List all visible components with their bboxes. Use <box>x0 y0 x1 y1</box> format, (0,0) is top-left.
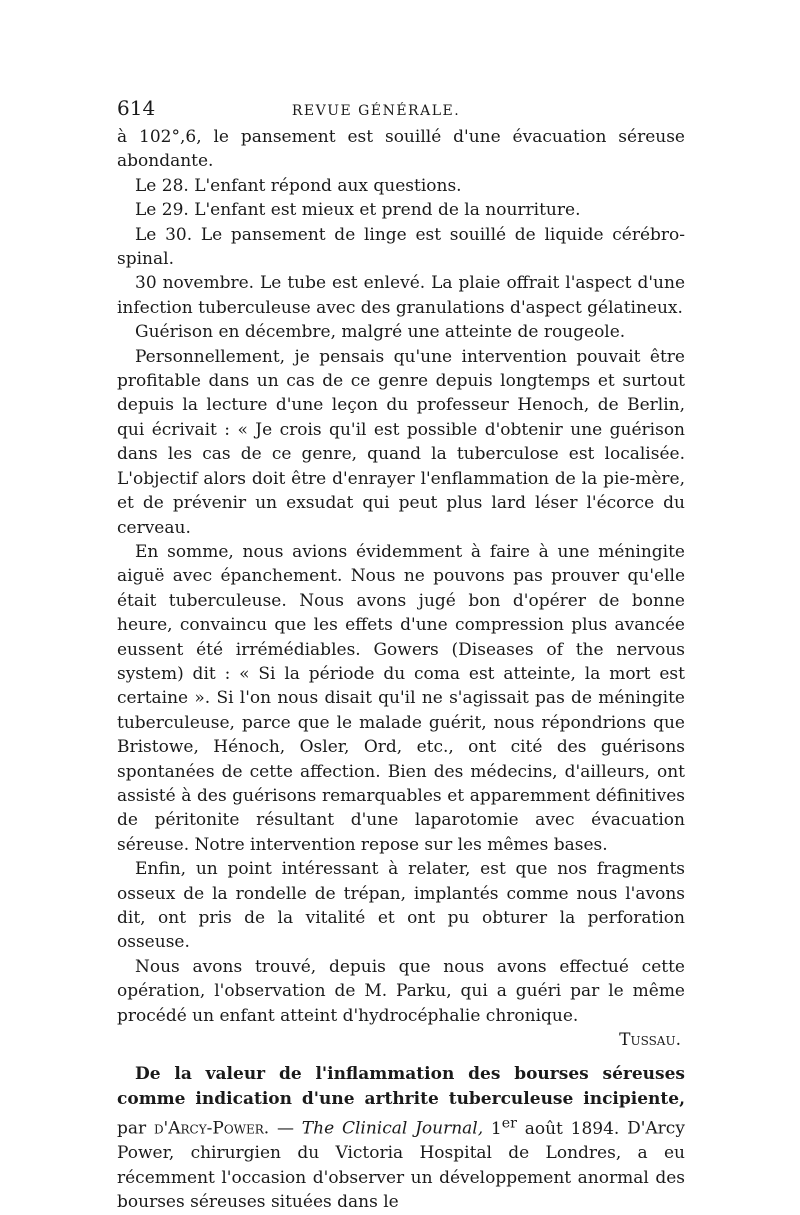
paragraph: Le 30. Le pansement de linge est souillé de liquide cérébro-spinal. <box>117 224 685 270</box>
paragraph: En somme, nous avions évidemment à faire à une méningite aiguë avec épanchement. Nous ne pouvons pas prouver qu'elle était tuberculeuse. Nous avons jugé bon d'opérer de bonne heure, convaincu que les effets d'une compression plus avancée eussent été irrémédiables. Gowers (Diseases of the nervous system) dit : « Si la période du coma est atteinte, la mort est certaine ». Si l'on nous disait qu'il ne s'agissait pas de méningite tuberculeuse, parce que le malade guérit, nous répondrions que Bristowe, Hénoch, Osler, Ord, etc., ont cité des guérisons spontanées de cette affection. Bien des médecins, d'ailleurs, ont assisté à des guérisons remarquables et apparemment définitives de péritonite résultant d'une laparotomie avec évacuation séreuse. Notre intervention repose sur les mêmes bases. <box>117 541 685 855</box>
article-title: De la valeur de l'inflammation des bourses séreuses comme indication d'une arthrite tuberculeuse incipiente, <box>117 1064 685 1109</box>
paragraph: Nous avons trouvé, depuis que nous avons effectué cette opération, l'observation de M. Parku, qui a guéri par le même procédé un enfant atteint d'hydrocéphalie chronique. <box>117 956 685 1026</box>
article-author: d'Arcy-Power. <box>153 1118 270 1139</box>
article-date: 1er août 1894. <box>483 1115 620 1139</box>
paragraph: Guérison en décembre, malgré une atteinte de rougeole. <box>135 322 626 343</box>
paragraph: Le 29. L'enfant est mieux et prend de la nourriture. <box>135 200 581 221</box>
date-superscript: er <box>501 1115 517 1132</box>
paragraph: à 102°,6, le pansement est souillé d'une évacuation séreuse abondante. <box>117 127 685 172</box>
page-content <box>117 96 685 1215</box>
journal-name: The Clinical Journal, <box>301 1118 484 1139</box>
paragraph: 30 novembre. Le tube est enlevé. La plaie offrait l'aspect d'une infection tuberculeuse avec des granulations d'aspect gélatineux. <box>117 273 685 318</box>
author-signature: Tussau. <box>619 1030 681 1051</box>
paragraph: Le 28. L'enfant répond aux questions. <box>135 175 462 196</box>
article-body: D'Arcy Power, chirurgien du Victoria Hospital de Londres, a eu récemment l'occasion d'observer un développement anormal des bourses séreuses situées dans le <box>117 1118 685 1213</box>
article-by: par <box>117 1118 154 1139</box>
paragraph: Personnellement, je pensais qu'une intervention pouvait être profitable dans un cas de ce genre depuis longtemps et surtout depuis la lecture d'une leçon du professeur Henoch, de Berlin, qui écrivait : « Je crois qu'il est possible d'obtenir une guérison dans les cas de ce genre, quand la tuberculose est localisée. L'objectif alors doit être d'enrayer l'enflammation de la pie-mère, et de prévenir un exsudat qui peut plus lard léser l'écorce du cerveau. <box>117 346 685 538</box>
running-head <box>117 96 685 122</box>
article-dash: — <box>269 1118 302 1139</box>
running-title: REVUE GÉNÉRALE. <box>291 103 461 119</box>
page-number: 614 <box>117 96 156 120</box>
paragraph: Enfin, un point intéressant à relater, est que nos fragments osseux de la rondelle de trépan, implantés comme nous l'avons dit, ont pris de la vitalité et ont pu obturer la perforation osseuse. <box>117 859 685 953</box>
article-abstract <box>117 1062 685 1214</box>
